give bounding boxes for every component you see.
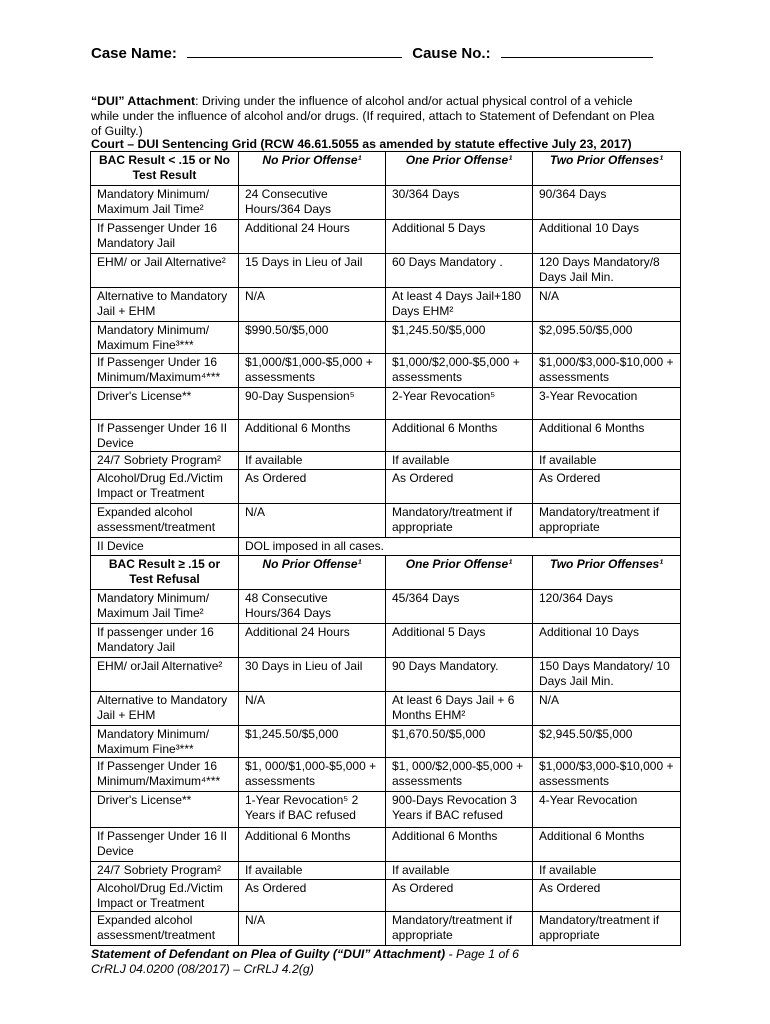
table-cell: 24 Consecutive Hours/364 Days	[239, 186, 386, 220]
table-row	[91, 828, 681, 862]
page-footer	[91, 947, 519, 977]
table-cell: $1,245.50/$5,000	[239, 726, 386, 758]
column-header-cell: No Prior Offense¹	[239, 556, 386, 590]
table-cell: Additional 24 Hours	[239, 624, 386, 658]
table-row	[91, 862, 681, 880]
table-row	[91, 470, 681, 504]
column-header-cell: Two Prior Offenses¹	[533, 556, 681, 590]
case-name-label: Case Name:	[91, 45, 177, 62]
row-label-cell: 24/7 Sobriety Program²	[91, 862, 239, 880]
table-row	[91, 254, 681, 288]
table-row	[91, 538, 681, 556]
table-cell: As Ordered	[533, 470, 681, 504]
table-row	[91, 590, 681, 624]
table-row	[91, 388, 681, 420]
table-row	[91, 288, 681, 322]
table-cell: $1,000/$1,000-$5,000 + assessments	[239, 354, 386, 388]
table-row	[91, 658, 681, 692]
row-label-cell: Mandatory Minimum/ Maximum Jail Time²	[91, 186, 239, 220]
table-cell: Mandatory/treatment if appropriate	[386, 504, 533, 538]
grid-header-row	[91, 152, 681, 186]
table-cell: N/A	[239, 692, 386, 726]
grid-body	[91, 152, 681, 946]
sentencing-grid	[90, 151, 681, 946]
table-cell: As Ordered	[239, 470, 386, 504]
grid-title: Court – DUI Sentencing Grid (RCW 46.61.5055 as amended by statute effective July 23, 2017)	[91, 137, 632, 151]
table-cell: 1-Year Revocation⁵ 2 Years if BAC refused	[239, 792, 386, 828]
row-label-cell: If passenger under 16 Mandatory Jail	[91, 624, 239, 658]
table-cell: 120 Days Mandatory/8 Days Jail Min.	[533, 254, 681, 288]
row-label-cell: EHM/ or Jail Alternative²	[91, 254, 239, 288]
table-cell: 900-Days Revocation 3 Years if BAC refused	[386, 792, 533, 828]
table-cell: 48 Consecutive Hours/364 Days	[239, 590, 386, 624]
row-label-cell: II Device	[91, 538, 239, 556]
table-cell: Additional 6 Months	[386, 828, 533, 862]
table-row	[91, 452, 681, 470]
table-cell: Mandatory/treatment if appropriate	[386, 912, 533, 946]
table-cell: Additional 5 Days	[386, 624, 533, 658]
table-cell: N/A	[239, 288, 386, 322]
table-row	[91, 692, 681, 726]
row-label-cell: Mandatory Minimum/ Maximum Fine³***	[91, 726, 239, 758]
table-row	[91, 354, 681, 388]
table-cell: 90 Days Mandatory.	[386, 658, 533, 692]
table-cell: N/A	[533, 692, 681, 726]
row-label-cell: Alcohol/Drug Ed./Victim Impact or Treatment	[91, 470, 239, 504]
table-cell: Additional 6 Months	[533, 828, 681, 862]
intro-paragraph	[91, 94, 661, 139]
table-cell: $1,245.50/$5,000	[386, 322, 533, 354]
table-row	[91, 912, 681, 946]
table-cell: As Ordered	[386, 470, 533, 504]
table-cell: 150 Days Mandatory/ 10 Days Jail Min.	[533, 658, 681, 692]
row-label-cell: Alcohol/Drug Ed./Victim Impact or Treatment	[91, 880, 239, 912]
table-cell: 3-Year Revocation	[533, 388, 681, 420]
table-cell: DOL imposed in all cases.	[239, 538, 681, 556]
table-cell: 60 Days Mandatory .	[386, 254, 533, 288]
table-row	[91, 624, 681, 658]
table-cell: Additional 5 Days	[386, 220, 533, 254]
table-cell: 90/364 Days	[533, 186, 681, 220]
table-cell: $1, 000/$2,000-$5,000 + assessments	[386, 758, 533, 792]
table-cell: As Ordered	[386, 880, 533, 912]
footer-form-id: CrRLJ 04.0200 (08/2017) – CrRLJ 4.2(g)	[91, 962, 314, 976]
table-cell: If available	[533, 452, 681, 470]
row-label-cell: EHM/ orJail Alternative²	[91, 658, 239, 692]
table-cell: 45/364 Days	[386, 590, 533, 624]
table-cell: N/A	[239, 504, 386, 538]
table-row	[91, 322, 681, 354]
table-cell: If available	[386, 862, 533, 880]
table-cell: 30 Days in Lieu of Jail	[239, 658, 386, 692]
table-row	[91, 420, 681, 452]
row-label-cell: If Passenger Under 16 Mandatory Jail	[91, 220, 239, 254]
table-row	[91, 758, 681, 792]
table-cell: 2-Year Revocation⁵	[386, 388, 533, 420]
table-cell: At least 6 Days Jail + 6 Months EHM²	[386, 692, 533, 726]
footer-page: - Page 1 of 6	[445, 947, 519, 961]
intro-label: “DUI” Attachment	[91, 94, 196, 108]
table-cell: As Ordered	[533, 880, 681, 912]
table-row	[91, 792, 681, 828]
footer-title: Statement of Defendant on Plea of Guilty (“DUI” Attachment)	[91, 947, 446, 961]
row-label-cell: Mandatory Minimum/ Maximum Jail Time²	[91, 590, 239, 624]
table-cell: $1,000/$3,000-$10,000 + assessments	[533, 354, 681, 388]
table-cell: If available	[386, 452, 533, 470]
row-label-cell: Expanded alcohol assessment/treatment	[91, 504, 239, 538]
column-header-cell: One Prior Offense¹	[386, 556, 533, 590]
table-cell: Additional 24 Hours	[239, 220, 386, 254]
table-cell: N/A	[239, 912, 386, 946]
grid-header-row	[91, 556, 681, 590]
table-cell: N/A	[533, 288, 681, 322]
table-cell: As Ordered	[239, 880, 386, 912]
row-label-cell: If Passenger Under 16 II Device	[91, 828, 239, 862]
table-cell: If available	[533, 862, 681, 880]
column-header-cell: No Prior Offense¹	[239, 152, 386, 186]
table-cell: Additional 6 Months	[533, 420, 681, 452]
table-cell: 4-Year Revocation	[533, 792, 681, 828]
table-cell: 30/364 Days	[386, 186, 533, 220]
table-cell: At least 4 Days Jail+180 Days EHM²	[386, 288, 533, 322]
table-cell: $2,945.50/$5,000	[533, 726, 681, 758]
table-cell: 15 Days in Lieu of Jail	[239, 254, 386, 288]
column-header-cell: Two Prior Offenses¹	[533, 152, 681, 186]
table-cell: $1, 000/$1,000-$5,000 + assessments	[239, 758, 386, 792]
table-row	[91, 726, 681, 758]
row-label-cell: Alternative to Mandatory Jail + EHM	[91, 288, 239, 322]
row-label-cell: If Passenger Under 16 Minimum/Maximum⁴***	[91, 758, 239, 792]
intro-text: : Driving under the influence of alcohol and/or actual physical control of a vehicle while under the influence of alcohol and/or drugs. (If required, attach to Statement of Defendant on Plea of Guilty.)	[91, 94, 655, 138]
table-cell: If available	[239, 452, 386, 470]
table-cell: Mandatory/treatment if appropriate	[533, 912, 681, 946]
table-row	[91, 186, 681, 220]
table-row	[91, 220, 681, 254]
row-label-cell: Driver's License**	[91, 388, 239, 420]
table-cell: Mandatory/treatment if appropriate	[533, 504, 681, 538]
table-cell: $990.50/$5,000	[239, 322, 386, 354]
cause-no-field[interactable]	[501, 45, 653, 58]
row-label-cell: If Passenger Under 16 Minimum/Maximum⁴***	[91, 354, 239, 388]
table-cell: Additional 6 Months	[386, 420, 533, 452]
table-cell: Additional 10 Days	[533, 220, 681, 254]
table-row	[91, 880, 681, 912]
table-cell: $1,670.50/$5,000	[386, 726, 533, 758]
table-cell: Additional 6 Months	[239, 420, 386, 452]
table-cell: $1,000/$3,000-$10,000 + assessments	[533, 758, 681, 792]
case-name-field[interactable]	[187, 45, 402, 58]
row-label-cell: 24/7 Sobriety Program²	[91, 452, 239, 470]
row-label-cell: Driver's License**	[91, 792, 239, 828]
table-cell: $1,000/$2,000-$5,000 + assessments	[386, 354, 533, 388]
column-header-cell: One Prior Offense¹	[386, 152, 533, 186]
row-label-cell: Alternative to Mandatory Jail + EHM	[91, 692, 239, 726]
table-cell: $2,095.50/$5,000	[533, 322, 681, 354]
table-cell: Additional 6 Months	[239, 828, 386, 862]
table-cell: Additional 10 Days	[533, 624, 681, 658]
cause-no-label: Cause No.:	[412, 45, 491, 62]
row-header-cell: BAC Result < .15 or No Test Result	[91, 152, 239, 186]
row-label-cell: If Passenger Under 16 II Device	[91, 420, 239, 452]
table-cell: 90-Day Suspension⁵	[239, 388, 386, 420]
case-header	[91, 45, 653, 62]
row-label-cell: Expanded alcohol assessment/treatment	[91, 912, 239, 946]
table-cell: If available	[239, 862, 386, 880]
table-row	[91, 504, 681, 538]
row-label-cell: Mandatory Minimum/ Maximum Fine³***	[91, 322, 239, 354]
table-cell: 120/364 Days	[533, 590, 681, 624]
row-header-cell: BAC Result ≥ .15 or Test Refusal	[91, 556, 239, 590]
